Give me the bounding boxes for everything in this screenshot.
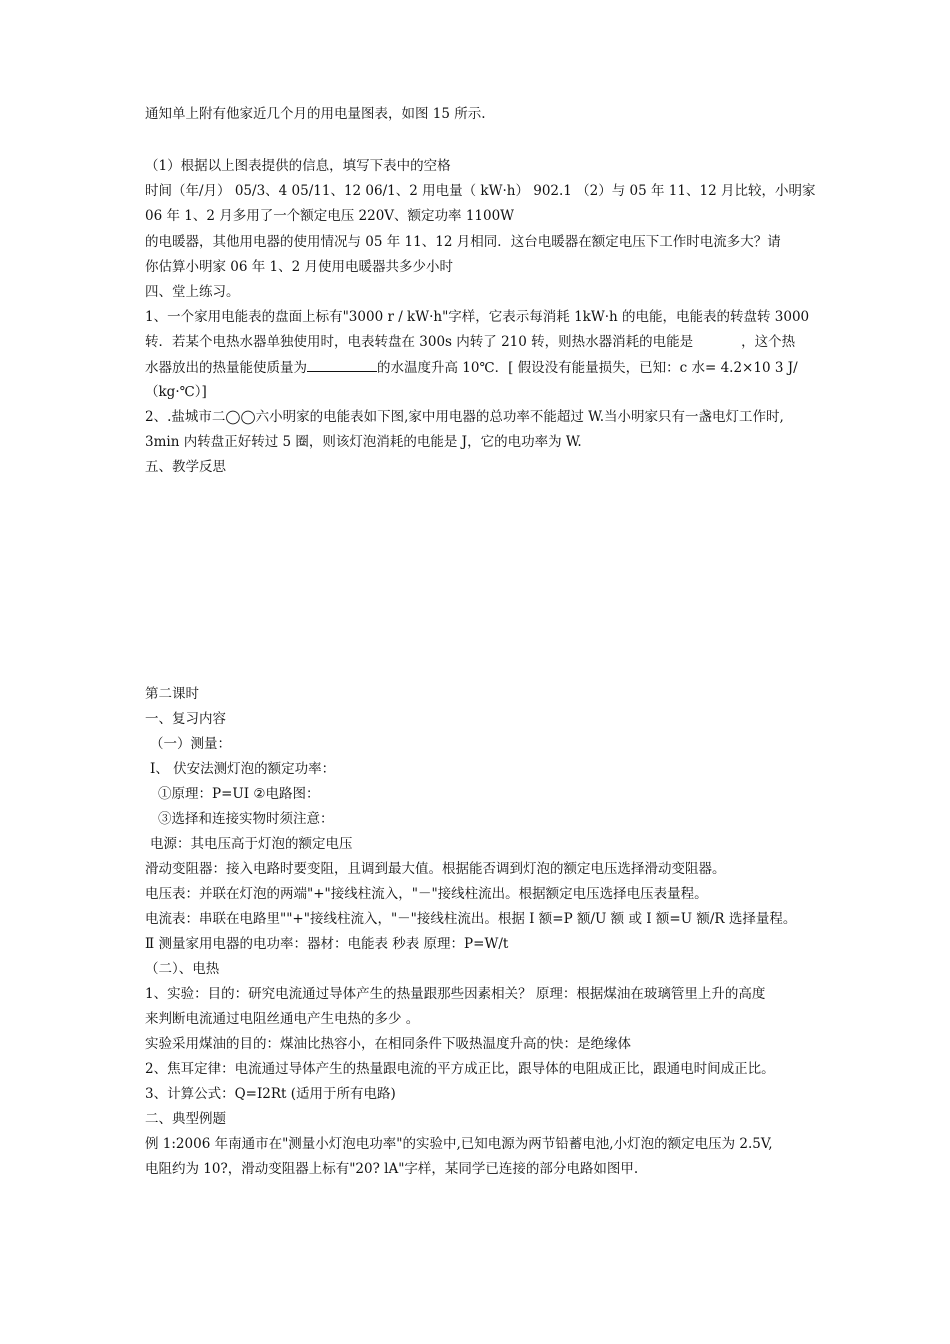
- joule-law: 2、焦耳定律：电流通过导体产生的热量跟电流的平方成正比，跟导体的电阻成正比，跟通电时间成正比。: [145, 1061, 775, 1077]
- paragraph-intro: 通知单上附有他家近几个月的用电量图表，如图 15 所示.: [145, 106, 486, 122]
- formula-text: 3、计算公式：Q=I2Rt (适用于所有电路): [145, 1086, 396, 1102]
- example-1-text-cont: 电阻约为 10?，滑动变阻器上标有"20? lA"字样，某同学已连接的部分电路如图甲.: [145, 1161, 639, 1177]
- note-rheostat: 滑动变阻器：接入电路时要变阻，且调到最大值。根据能否调到灯泡的额定电压选择滑动变阻器。: [145, 861, 726, 877]
- lesson-2-title: 第二课时: [145, 686, 199, 702]
- question-2-text: 06 年 1、2 月多用了一个额定电压 220V、额定功率 1100W: [145, 208, 515, 224]
- item-principle: ①原理：P=UI ②电路图：: [158, 786, 320, 802]
- note-voltmeter: 电压表：并联在灯泡的两端"+"接线柱流入，"－"接线柱流出。根据额定电压选择电压表量程。: [145, 886, 708, 902]
- section-heading-practice: 四、堂上练习。: [145, 284, 240, 300]
- exercise-1-text-cont: [145, 332, 795, 352]
- exercise-2-text-cont: 3min 内转盘正好转过 5 圈，则该灯泡消耗的电能是 J，它的电功率为 W.: [145, 434, 582, 450]
- exercise-1-unit: （kg·℃）]: [145, 384, 207, 400]
- item-voltammetry: Ⅰ、 伏安法测灯泡的额定功率：: [150, 761, 336, 777]
- subheading-electric-heat: （二）、电热: [145, 961, 220, 977]
- subheading-measurement: （一）测量：: [150, 736, 231, 752]
- section-heading-review: 一、复习内容: [145, 711, 226, 727]
- table-row-text: 时间（年/月） 05/3、4 05/11、12 06/1、2 用电量（ kW·h） 902.1 （2）与 05 年 11、12 月比较，小明家: [145, 183, 816, 199]
- exercise-1-part-d: 的水温度升高 10℃．[ 假设没有能量损失，已知：c 水= 4.2×10 3 J/: [377, 360, 798, 376]
- item-notes: ③选择和连接实物时须注意：: [158, 811, 334, 827]
- section-heading-reflection: 五、教学反思: [145, 459, 226, 475]
- question-1-heading: （1）根据以上图表提供的信息，填写下表中的空格: [145, 158, 451, 174]
- exercise-1-part-b: ，这个热: [741, 334, 796, 350]
- exercise-2-text: 2、.盐城市二◯◯六小明家的电能表如下图,家中用电器的总功率不能超过 W.当小明家只有一盏电灯工作时,: [145, 409, 784, 425]
- experiment-text-cont: 来判断电流通过电阻丝通电产生电热的多少 。: [145, 1011, 420, 1027]
- experiment-text: 1、实验：目的：研究电流通过导体产生的热量跟那些因素相关？ 原理：根据煤油在玻璃管里上升的高度: [145, 986, 766, 1002]
- exercise-1-text-mid: [145, 357, 798, 378]
- example-1-text: 例 1:2006 年南通市在"测量小灯泡电功率"的实验中,已知电源为两节铅蓄电池,小灯泡的额定电压为 2.5V,: [145, 1136, 773, 1152]
- section-heading-examples: 二、典型例题: [145, 1111, 226, 1127]
- question-2-text-end: 你估算小明家 06 年 1、2 月使用电暖器共多少小时: [145, 259, 454, 275]
- exercise-1-part-a: 转．若某个电热水器单独使用时，电表转盘在 300s 内转了 210 转，则热水器消耗的电能是: [145, 334, 694, 350]
- question-2-text-cont: 的电暖器，其他用电器的使用情况与 05 年 11、12 月相同．这台电暖器在额定电压下工作时电流多大？请: [145, 234, 781, 250]
- item-household-power: Ⅱ 测量家用电器的电功率：器材：电能表 秒表 原理：P=W/t: [145, 936, 509, 952]
- kerosene-purpose: 实验采用煤油的目的：煤油比热容小，在相同条件下吸热温度升高的快：是绝缘体: [145, 1036, 631, 1052]
- exercise-1-text: 1、一个家用电能表的盘面上标有"3000 r / kW·h"字样，它表示每消耗 1kW·h 的电能，电能表的转盘转 3000: [145, 309, 810, 325]
- note-power-source: 电源：其电压高于灯泡的额定电压: [150, 836, 353, 852]
- exercise-1-part-c: 水器放出的热量能使质量为: [145, 360, 307, 376]
- answer-blank: [307, 357, 377, 372]
- note-ammeter: 电流表：串联在电路里""+"接线柱流入，"－"接线柱流出。根据 I 额=P 额/U 额 或 I 额=U 额/R 选择量程。: [145, 911, 797, 927]
